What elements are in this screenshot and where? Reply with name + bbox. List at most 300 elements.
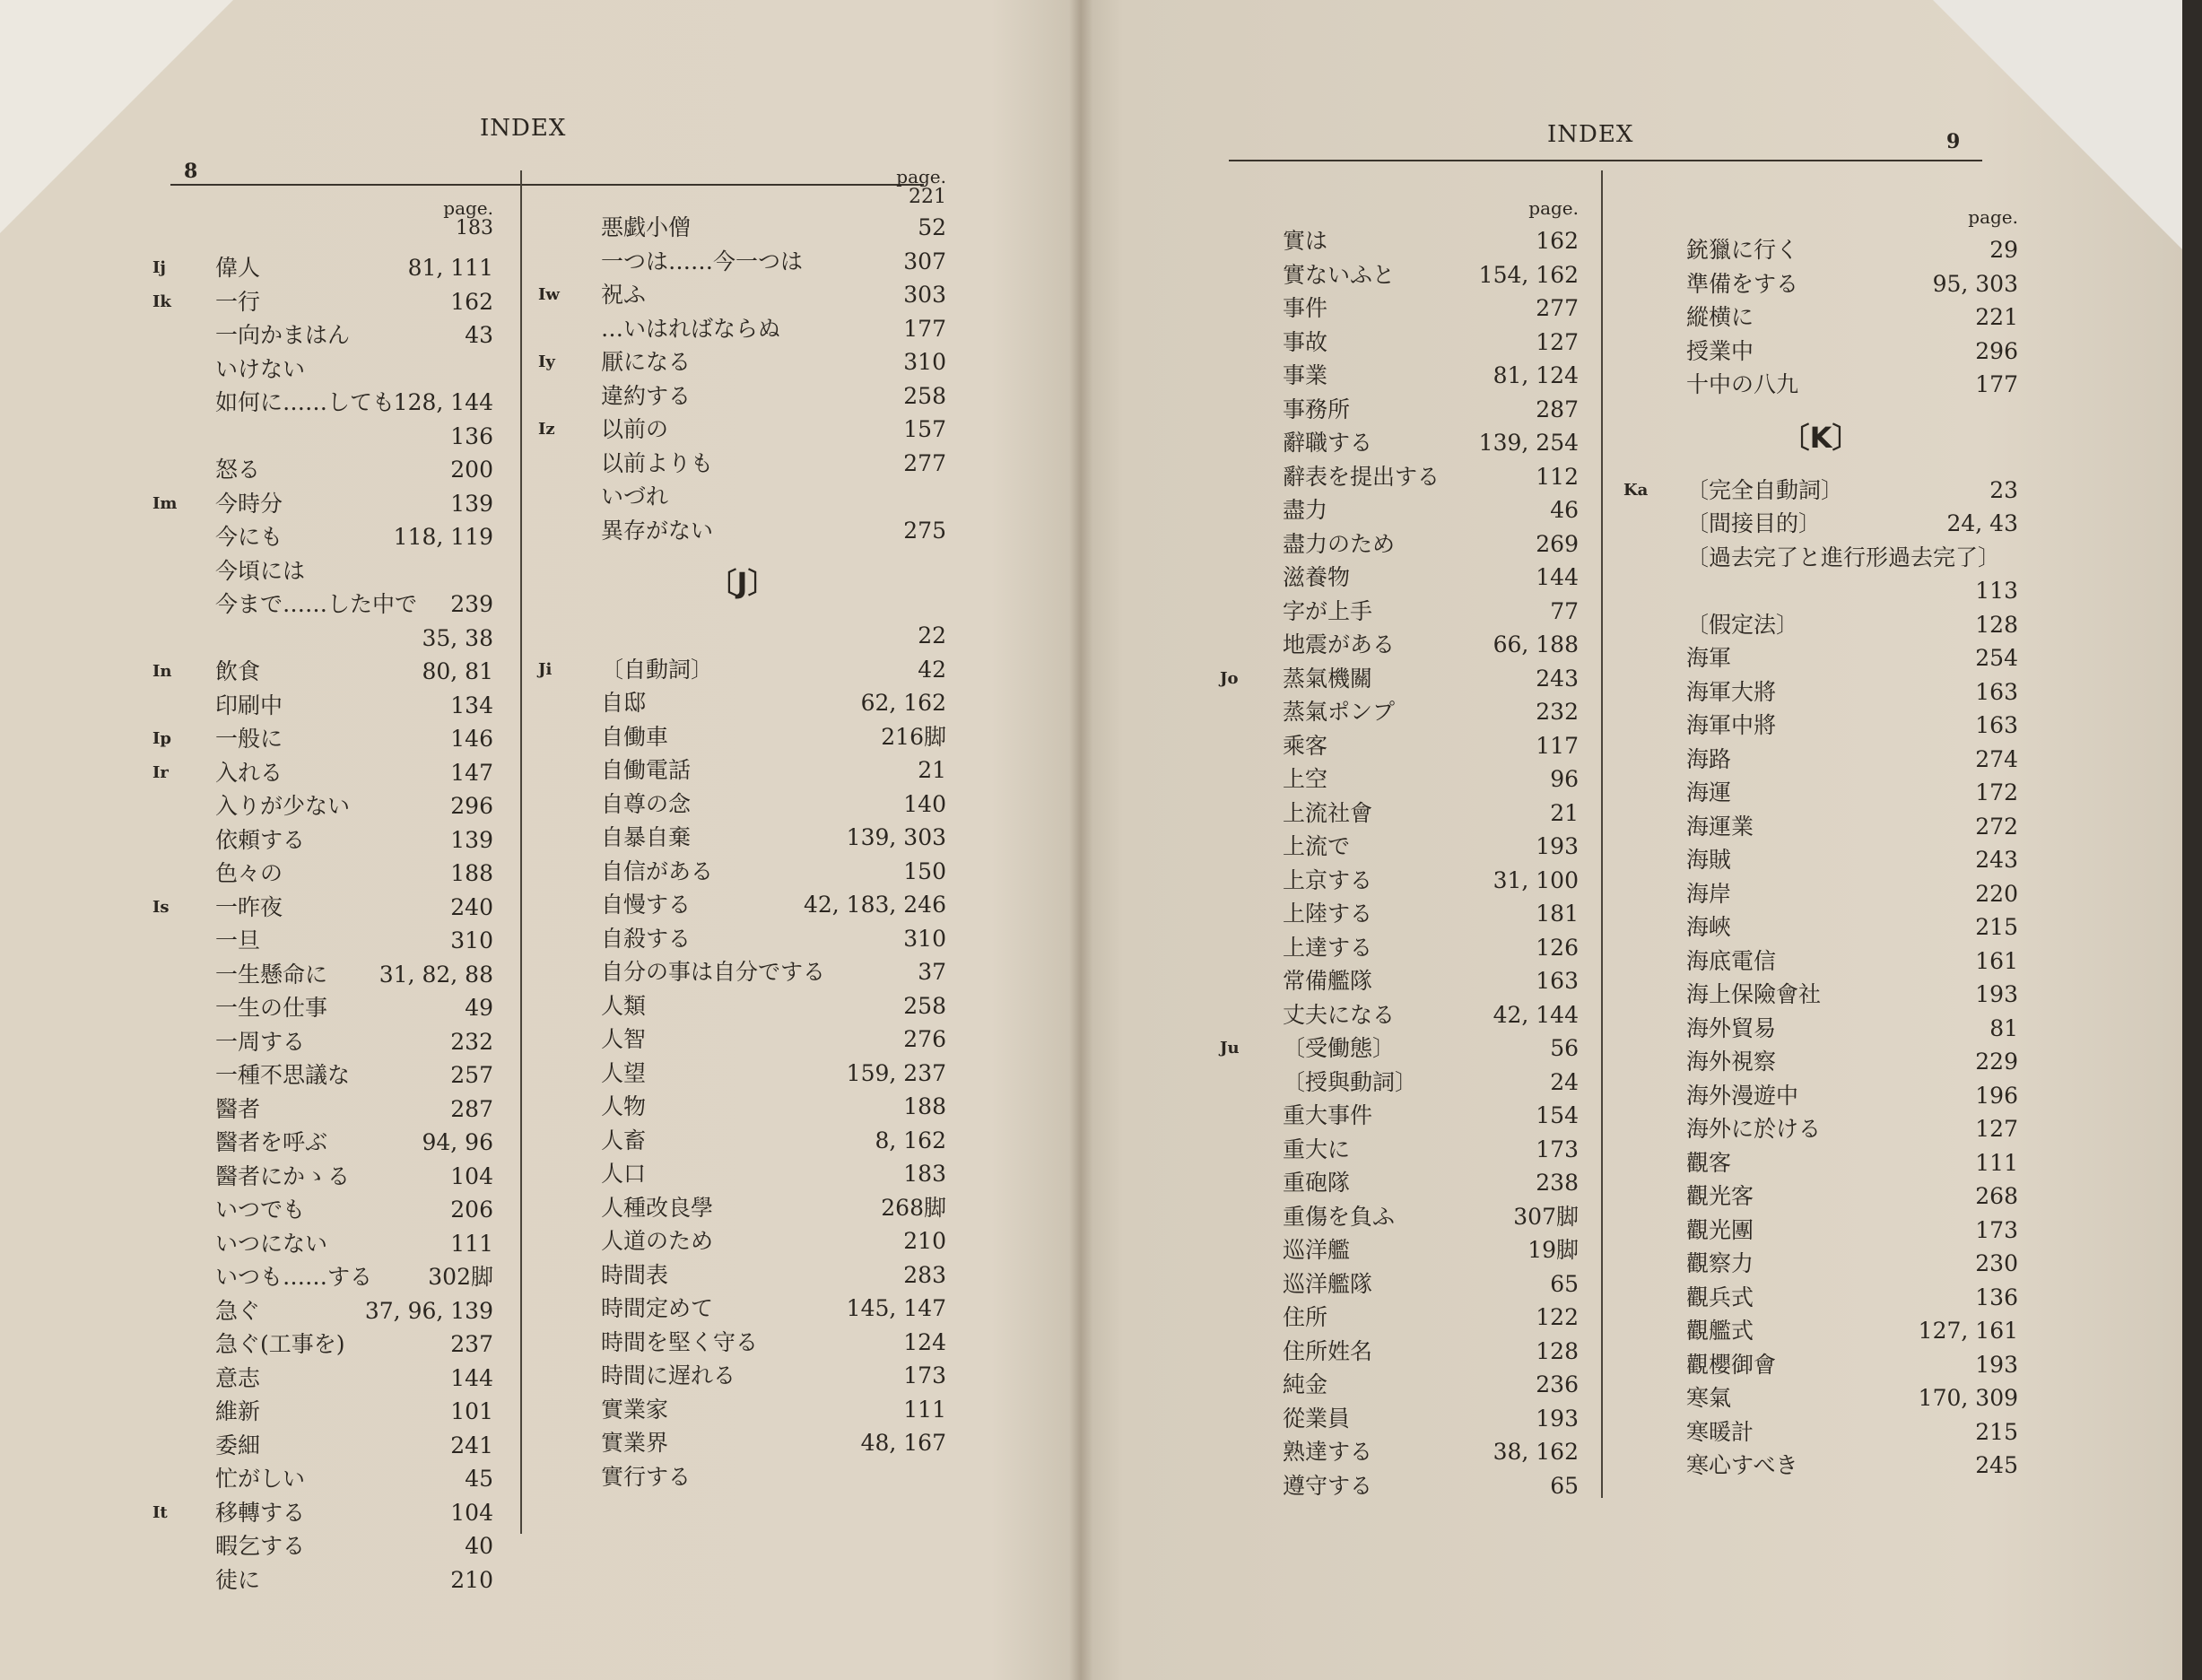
- entry-term: 〔假定法〕: [1686, 611, 1799, 638]
- entry-tag: Iw: [538, 285, 560, 304]
- index-entry: [538, 278, 946, 312]
- entry-pages: 48, 167: [860, 1430, 946, 1456]
- entry-term: 一向かまはん: [215, 322, 351, 348]
- index-entry: [152, 1193, 493, 1227]
- entry-term: 祝ふ: [601, 282, 647, 308]
- entry-pages: 127: [1975, 1116, 2018, 1142]
- entry-pages: 81: [1989, 1014, 2018, 1041]
- entry-pages: 163: [1975, 678, 2018, 705]
- entry-pages: 56: [1550, 1035, 1579, 1061]
- entry-pages: 40: [465, 1533, 493, 1559]
- entry-pages: 159, 237: [846, 1059, 946, 1086]
- entry-term: 海軍大將: [1686, 678, 1777, 705]
- index-entry: [1220, 762, 1579, 796]
- entry-pages: 145, 147: [846, 1295, 946, 1321]
- entry-term: 實行する: [601, 1463, 692, 1490]
- entry-term: 一般に: [215, 726, 283, 752]
- index-entry: [1623, 368, 2018, 402]
- index-entry: [152, 924, 493, 958]
- entry-tag: Ir: [152, 762, 169, 782]
- entry-pages: 232: [450, 1028, 493, 1055]
- entry-pages: 101: [450, 1398, 493, 1424]
- index-entry: [1220, 796, 1579, 831]
- entry-term: 銃獵に行く: [1686, 237, 1799, 263]
- index-entry: [1623, 300, 2018, 335]
- entry-pages: 117: [1536, 732, 1579, 759]
- entry-term: 海路: [1686, 745, 1732, 772]
- entry-term: 徒に: [215, 1566, 261, 1593]
- entry-pages: 154: [1536, 1102, 1579, 1128]
- index-entry: [1623, 1415, 2018, 1449]
- entry-pages: 196: [1975, 1082, 2018, 1109]
- entry-term: 上達する: [1283, 934, 1373, 961]
- index-entry: [152, 958, 493, 992]
- index-entry: [1623, 910, 2018, 944]
- column-divider: [520, 170, 522, 1534]
- entry-pages: 296: [1975, 337, 2018, 364]
- index-entry: [538, 1258, 946, 1293]
- entry-term: 時間を堅く守る: [601, 1328, 759, 1355]
- page-number: 8: [184, 160, 198, 183]
- index-entry: [1220, 1166, 1579, 1200]
- entry-term: 自尊の念: [601, 790, 692, 817]
- entry-pages: 144: [1536, 564, 1579, 590]
- entry-term: 海運: [1686, 779, 1732, 805]
- entry-pages: 22: [918, 622, 946, 648]
- entry-pages: 80, 81: [422, 658, 493, 684]
- entry-term: 海峽: [1686, 914, 1732, 940]
- index-entry: [1623, 1012, 2018, 1046]
- entry-pages: 287: [450, 1095, 493, 1122]
- index-entry: [1623, 1348, 2018, 1382]
- entry-pages: 310: [450, 927, 493, 953]
- entry-pages: 24: [1550, 1068, 1579, 1095]
- entry-pages: 303: [903, 282, 946, 308]
- entry-term: 盡力のため: [1283, 530, 1396, 557]
- index-entry: [1623, 1179, 2018, 1214]
- index-entry: [152, 318, 493, 353]
- index-entry: [538, 753, 946, 788]
- entry-pages: 243: [1536, 665, 1579, 692]
- entry-pages: 21: [918, 757, 946, 783]
- entry-pages: 42, 183, 246: [803, 892, 946, 918]
- entry-pages: 37, 96, 139: [364, 1297, 493, 1324]
- index-entry: [152, 520, 493, 554]
- index-entry: [1220, 998, 1579, 1032]
- entry-pages: 154, 162: [1478, 261, 1579, 288]
- entry-term: 時間に遅れる: [601, 1362, 736, 1388]
- index-entry: [152, 756, 493, 790]
- entry-term: 寒暖計: [1686, 1418, 1754, 1445]
- entry-pages: 254: [1975, 645, 2018, 671]
- index-entry: [152, 622, 493, 656]
- index-entry: [1623, 944, 2018, 979]
- entry-term: 急ぐ: [215, 1297, 261, 1324]
- index-entry: [1220, 864, 1579, 898]
- index-entry: [538, 720, 946, 754]
- entry-pages: 268: [1975, 1183, 2018, 1209]
- entry-pages: 173: [903, 1362, 946, 1388]
- entry-tag: It: [152, 1502, 168, 1522]
- index-entry: [538, 686, 946, 720]
- index-entry: [538, 1326, 946, 1360]
- entry-pages: 144: [450, 1364, 493, 1391]
- entry-term: 〔授與動詞〕: [1283, 1068, 1418, 1095]
- page-label: page.: [443, 197, 493, 219]
- entry-term: 海運業: [1686, 813, 1754, 840]
- index-entry: [1623, 1449, 2018, 1483]
- index-entry: [152, 285, 493, 319]
- index-entry: [152, 353, 493, 387]
- running-head: INDEX: [1547, 121, 1634, 148]
- index-entry: [152, 1058, 493, 1092]
- entry-pages: 139, 303: [846, 824, 946, 850]
- entry-pages: 113: [1975, 578, 2018, 604]
- column-header: [1623, 206, 2018, 233]
- index-entry: [1220, 1200, 1579, 1234]
- index-entry: [1220, 964, 1579, 998]
- entry-pages: 307: [903, 248, 946, 274]
- left-page: [135, 0, 978, 1680]
- entry-term: 字が上手: [1283, 597, 1373, 624]
- index-entry: [1220, 224, 1579, 258]
- index-entry: [538, 955, 946, 989]
- index-entry: [538, 888, 946, 922]
- index-entry: [1220, 695, 1579, 729]
- entry-term: 醫者: [215, 1095, 261, 1122]
- index-entry: [1623, 541, 2018, 575]
- entry-pages: 95, 303: [1932, 270, 2018, 297]
- entry-term: 蒸氣機關: [1283, 665, 1373, 692]
- entry-term: 今にも: [215, 524, 283, 550]
- entry-pages: 139: [450, 490, 493, 517]
- entry-pages: 81, 111: [407, 255, 493, 281]
- entry-pages: 140: [903, 790, 946, 817]
- index-entry: [538, 312, 946, 346]
- entry-pages: 307脚: [1513, 1203, 1579, 1230]
- entry-term: 上陸する: [1283, 901, 1373, 927]
- index-entry: [538, 379, 946, 413]
- entry-term: 蒸氣ポンプ: [1283, 699, 1396, 725]
- index-entry: [152, 1126, 493, 1160]
- entry-term: 忙がしい: [215, 1466, 306, 1492]
- entry-term: 辭職する: [1283, 430, 1373, 456]
- entry-term: 〔自動詞〕: [601, 656, 714, 683]
- entry-term: 遵守する: [1283, 1472, 1373, 1499]
- entry-pages: 104: [450, 1499, 493, 1526]
- entry-pages: 287: [1536, 396, 1579, 422]
- entry-pages: 96: [1550, 766, 1579, 792]
- entry-term: 一旦: [215, 927, 261, 953]
- entry-pages: 52: [918, 214, 946, 240]
- entry-pages: 112: [1536, 463, 1579, 490]
- entry-term: 人智: [601, 1026, 647, 1052]
- entry-pages: 128: [1536, 1337, 1579, 1364]
- entry-term: 意志: [215, 1364, 261, 1391]
- entry-pages: 240: [450, 893, 493, 920]
- entry-term: 今まで……した中で: [215, 591, 418, 617]
- entry-pages: 42: [918, 656, 946, 683]
- index-entry: [538, 514, 946, 548]
- entry-term: 人口: [601, 1161, 647, 1187]
- entry-term: 怒る: [215, 457, 261, 483]
- index-entry: [1220, 1435, 1579, 1469]
- entry-term: 海軍: [1686, 645, 1732, 671]
- entry-pages: 241: [450, 1432, 493, 1458]
- index-entry: [1220, 1066, 1579, 1100]
- entry-pages: 172: [1975, 779, 2018, 805]
- entry-term: 人道のため: [601, 1228, 714, 1254]
- index-entry: [538, 619, 946, 653]
- entry-pages: 31, 82, 88: [379, 961, 493, 988]
- entry-pages: 237: [450, 1331, 493, 1357]
- entry-term: 從業員: [1283, 1405, 1351, 1432]
- column-header: [538, 166, 946, 211]
- entry-term: 悪戯小僧: [601, 214, 692, 240]
- index-entry: [1623, 1381, 2018, 1415]
- entry-term: 上京する: [1283, 866, 1373, 893]
- index-entry: [538, 480, 946, 514]
- column-divider: [1601, 170, 1603, 1498]
- entry-tag: Ji: [538, 659, 553, 679]
- entry-term: 人種改良學: [601, 1194, 714, 1221]
- index-entry: [152, 1260, 493, 1294]
- entry-term: 人畜: [601, 1127, 647, 1153]
- index-entry: [1220, 1032, 1579, 1066]
- entry-term: 住所姓名: [1283, 1337, 1373, 1364]
- index-entry: [538, 653, 946, 687]
- index-entry: [538, 1359, 946, 1393]
- entry-term: 觀光客: [1686, 1183, 1754, 1209]
- entry-pages: 134: [450, 692, 493, 718]
- entry-pages: 188: [450, 860, 493, 886]
- entry-term: 時間定めて: [601, 1295, 714, 1321]
- entry-term: 常備艦隊: [1283, 968, 1373, 994]
- index-entry: [152, 1327, 493, 1362]
- entry-term: 以前の: [601, 416, 669, 442]
- entry-term: 觀客: [1686, 1149, 1732, 1176]
- lead-page: 183: [456, 217, 493, 239]
- entry-pages: 210: [903, 1228, 946, 1254]
- entry-pages: 65: [1550, 1472, 1579, 1499]
- entry-term: 醫者を呼ぶ: [215, 1129, 328, 1155]
- entry-term: 一生の仕事: [215, 995, 328, 1021]
- entry-pages: 127, 161: [1918, 1318, 2018, 1344]
- entry-pages: 238: [1536, 1170, 1579, 1196]
- entry-term: 自分の事は自分でする: [601, 959, 826, 985]
- entry-term: 盡力: [1283, 497, 1328, 523]
- entry-term: 寒心すべき: [1686, 1452, 1798, 1478]
- index-entry: [1220, 561, 1579, 595]
- entry-tag: Ju: [1220, 1039, 1240, 1058]
- index-entry: [152, 588, 493, 622]
- index-entry: [1220, 1267, 1579, 1301]
- index-entry: [1220, 897, 1579, 931]
- entry-pages: 200: [450, 457, 493, 483]
- index-entry: [538, 447, 946, 481]
- entry-pages: 136: [450, 422, 493, 449]
- index-entry: [152, 789, 493, 823]
- entry-term: いつにない: [215, 1230, 328, 1257]
- index-entry: [1623, 1214, 2018, 1248]
- entry-pages: 170, 309: [1918, 1385, 2018, 1411]
- index-entry: [1623, 877, 2018, 911]
- entry-pages: 239: [450, 591, 493, 617]
- entry-pages: 276: [903, 1026, 946, 1052]
- entry-term: 委細: [215, 1432, 261, 1458]
- entry-pages: 229: [1975, 1049, 2018, 1075]
- index-entry: [538, 1393, 946, 1427]
- entry-term: いづれ: [601, 483, 669, 509]
- entry-term: 授業中: [1686, 337, 1754, 364]
- entry-pages: 277: [1536, 295, 1579, 321]
- entry-term: 辭表を提出する: [1283, 463, 1440, 490]
- entry-term: 海賊: [1686, 847, 1732, 873]
- entry-pages: 277: [903, 449, 946, 476]
- entry-pages: 232: [1536, 699, 1579, 725]
- entry-pages: 302脚: [428, 1264, 493, 1290]
- index-entry: [152, 1025, 493, 1059]
- entry-tag: Ik: [152, 292, 171, 311]
- index-entry: [538, 1426, 946, 1460]
- entry-term: 人物: [601, 1093, 647, 1119]
- entry-term: 依頼する: [215, 826, 306, 853]
- lead-page: 221: [909, 186, 946, 208]
- entry-term: 觀光團: [1686, 1216, 1754, 1243]
- entry-pages: 111: [450, 1230, 493, 1257]
- entry-term: 滋養物: [1283, 564, 1351, 590]
- index-entry: [1623, 1314, 2018, 1348]
- entry-pages: 66, 188: [1493, 631, 1579, 657]
- entry-pages: 193: [1975, 981, 2018, 1007]
- entry-term: 自慢する: [601, 892, 692, 918]
- index-entry: [1623, 709, 2018, 743]
- entry-term: 住所: [1283, 1304, 1328, 1330]
- index-column-right-2: [1623, 206, 2018, 1483]
- entry-pages: 163: [1975, 712, 2018, 738]
- entry-pages: 38, 162: [1493, 1439, 1579, 1465]
- section-letter-k: 〔K〕: [1780, 420, 1861, 455]
- entry-tag: Iy: [538, 353, 555, 371]
- entry-pages: 77: [1550, 597, 1579, 624]
- entry-pages: 139: [450, 826, 493, 853]
- entry-term: いつも……する: [215, 1264, 373, 1290]
- entry-pages: 181: [1536, 901, 1579, 927]
- entry-tag: Iz: [538, 420, 555, 439]
- entry-pages: 127: [1536, 328, 1579, 355]
- index-entry: [1220, 662, 1579, 696]
- entry-term: 海外視察: [1686, 1049, 1777, 1075]
- index-entry: [1623, 1146, 2018, 1180]
- index-entry: [152, 1429, 493, 1463]
- entry-pages: 124: [903, 1328, 946, 1355]
- entry-term: 實ないふと: [1283, 261, 1396, 288]
- entry-pages: 193: [1975, 1351, 2018, 1378]
- index-entry: [152, 1092, 493, 1127]
- entry-tag: Ka: [1623, 480, 1649, 500]
- entry-pages: 146: [450, 726, 493, 752]
- index-entry: [1220, 729, 1579, 763]
- entry-term: 縱横に: [1686, 304, 1754, 330]
- entry-term: 〔過去完了と進行形過去完了〕: [1686, 544, 2001, 570]
- column-header: [152, 197, 493, 251]
- entry-pages: 122: [1536, 1304, 1579, 1330]
- entry-term: 移轉する: [215, 1499, 306, 1526]
- index-entry: [1220, 830, 1579, 864]
- index-entry: [1220, 426, 1579, 460]
- entry-tag: Is: [152, 897, 170, 917]
- entry-term: 觀察力: [1686, 1250, 1754, 1276]
- entry-term: 十中の八九: [1686, 371, 1799, 397]
- entry-term: 一周する: [215, 1028, 306, 1055]
- entry-term: 重傷を負ふ: [1283, 1203, 1396, 1230]
- index-entry: [1623, 1247, 2018, 1281]
- entry-pages: 173: [1975, 1216, 2018, 1243]
- entry-term: 海外貿易: [1686, 1014, 1777, 1041]
- entry-term: 人望: [601, 1059, 647, 1086]
- entry-term: 觀兵式: [1686, 1284, 1754, 1310]
- index-entry: [1220, 493, 1579, 527]
- entry-term: 自殺する: [601, 925, 692, 952]
- entry-term: 一つは……今一つは: [601, 248, 804, 274]
- entry-term: 一昨夜: [215, 893, 283, 920]
- entry-term: 丈夫になる: [1283, 1001, 1396, 1028]
- index-entry: [1220, 292, 1579, 326]
- entry-pages: 147: [450, 759, 493, 786]
- entry-term: 巡洋艦: [1283, 1237, 1351, 1263]
- entry-term: 時間表: [601, 1261, 669, 1288]
- page-label: page.: [896, 166, 946, 187]
- index-entry: [152, 1462, 493, 1496]
- entry-term: 人類: [601, 992, 647, 1019]
- entry-term: 自働電話: [601, 757, 692, 783]
- index-entry: [538, 1157, 946, 1191]
- page-number: 9: [1946, 130, 1961, 153]
- entry-pages: 274: [1975, 745, 2018, 772]
- entry-term: 實は: [1283, 228, 1328, 254]
- index-entry: [152, 487, 493, 521]
- index-entry: [1623, 608, 2018, 642]
- entry-pages: 81, 124: [1493, 362, 1579, 388]
- entry-pages: 161: [1975, 947, 2018, 974]
- index-entry: [1623, 776, 2018, 810]
- entry-term: 急ぐ(工事を): [215, 1331, 345, 1357]
- page-label: page.: [1528, 197, 1579, 219]
- entry-term: 〔完全自動詞〕: [1686, 476, 1844, 503]
- entry-term: 海底電信: [1686, 947, 1777, 974]
- index-entry: [1220, 393, 1579, 427]
- entry-pages: 257: [450, 1062, 493, 1088]
- index-entry: [1220, 1469, 1579, 1503]
- index-entry: [538, 1191, 946, 1225]
- entry-tag: Ij: [152, 258, 166, 277]
- entry-term: 事業: [1283, 362, 1328, 388]
- section-letter-j: 〔J〕: [708, 566, 777, 600]
- entry-pages: 215: [1975, 1418, 2018, 1445]
- index-entry: [152, 1160, 493, 1194]
- index-entry: [152, 655, 493, 689]
- entry-term: 一種不思議な: [215, 1062, 351, 1088]
- entry-term: 以前よりも: [601, 449, 714, 476]
- entry-term: 飲食: [215, 658, 261, 684]
- entry-term: 暇乞する: [215, 1533, 306, 1559]
- entry-term: 觀櫻御會: [1686, 1351, 1777, 1378]
- index-entry: [1623, 810, 2018, 844]
- entry-term: 海軍中將: [1686, 712, 1777, 738]
- book-gutter: [1069, 0, 1092, 1680]
- book-cover-edge: [2182, 0, 2202, 1680]
- entry-term: 偉人: [215, 255, 261, 281]
